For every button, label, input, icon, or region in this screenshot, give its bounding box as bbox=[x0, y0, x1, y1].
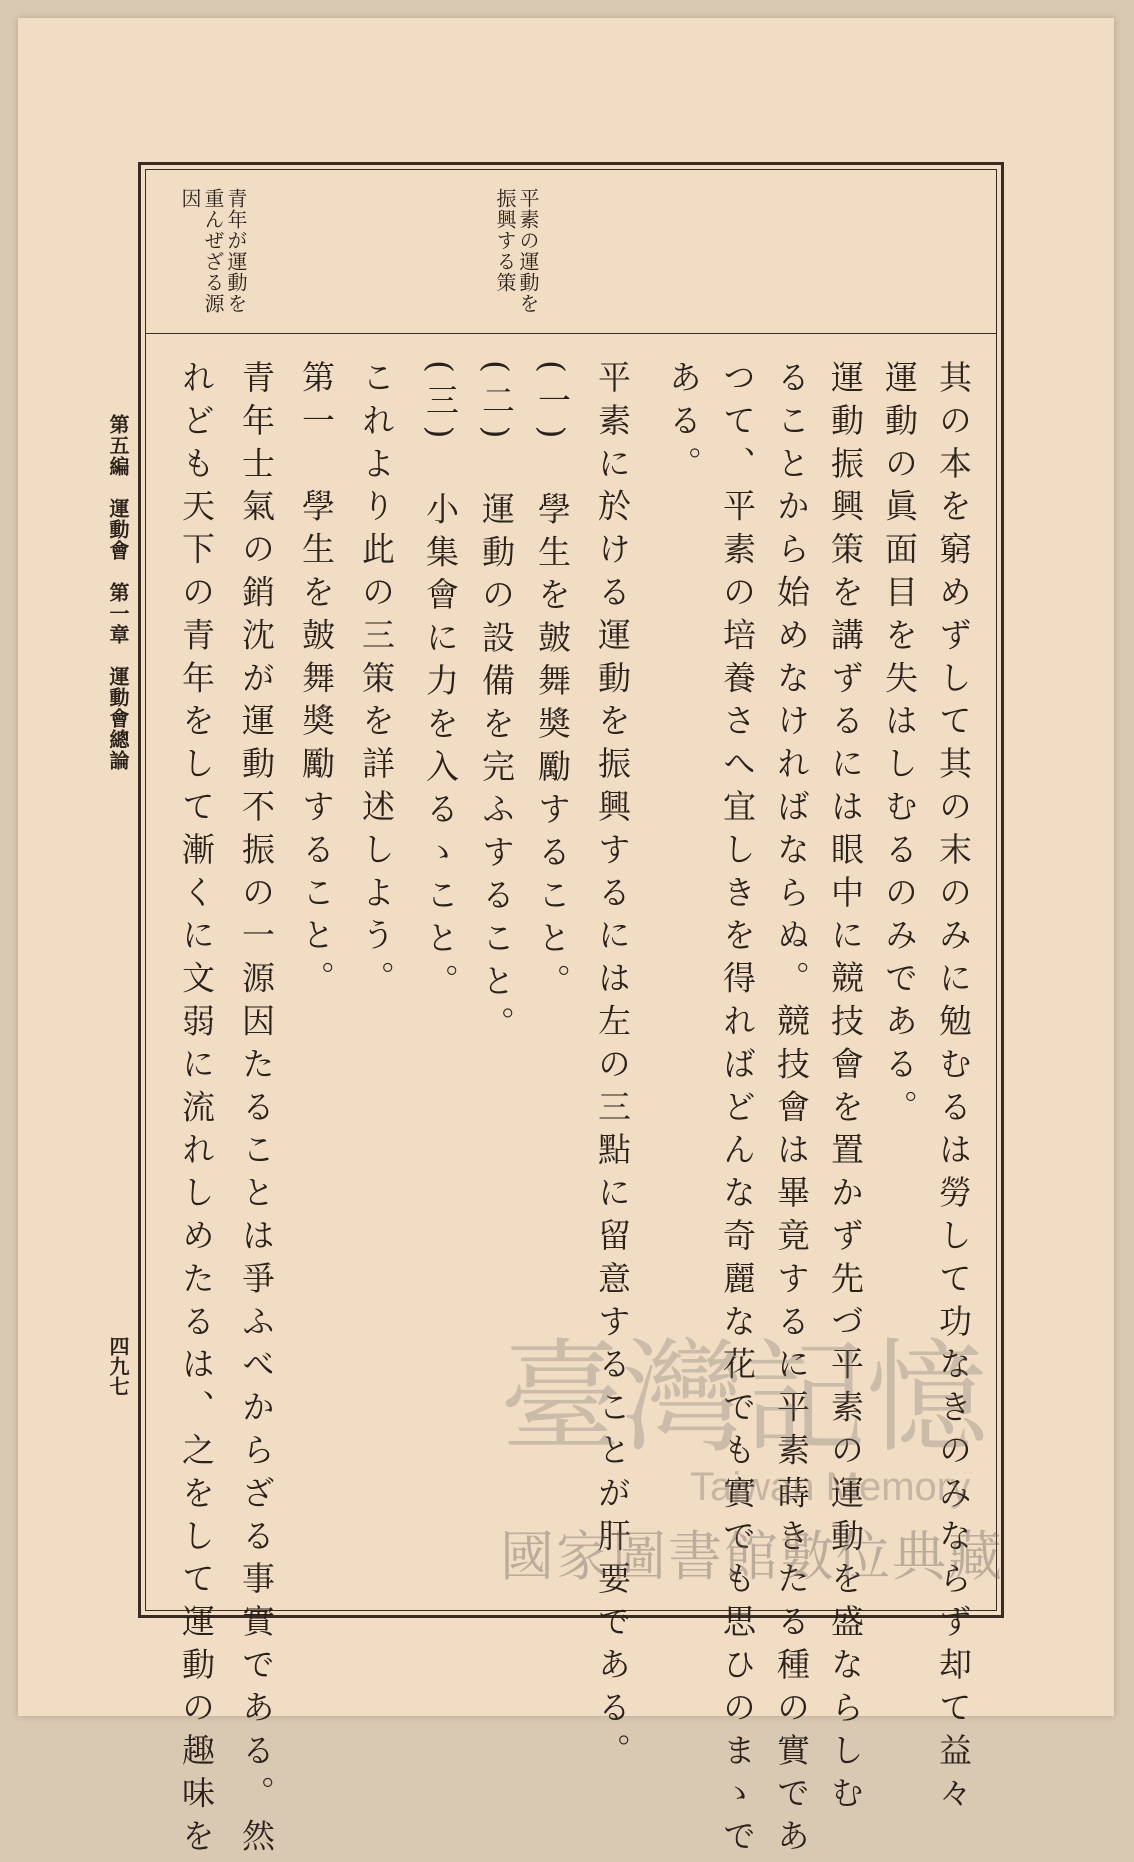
margin-note-1-line-2: 重んぜざる源 bbox=[201, 188, 225, 314]
body-line-5: つて、平素の培養さへ宜しきを得ればどんな奇麗な花でも實でも思ひのまゝで bbox=[718, 360, 757, 1862]
body-line-14: れども天下の青年をして漸くに文弱に流れしめたるは、之をして運動の趣味を bbox=[177, 360, 216, 1862]
body-line-3: 運動振興策を講ずるには眼中に競技會を置かず先づ平素の運動を盛ならしむ bbox=[826, 360, 865, 1819]
margin-note-1-line-1: 青年が運動を bbox=[224, 188, 248, 314]
body-line-13: 青年士氣の銷沈が運動不振の一源因たることは爭ふべからざる事實である。然 bbox=[237, 360, 276, 1862]
body-line-10: (三) 小集會に力を入るゝこと。 bbox=[421, 360, 460, 1007]
watermark-english: Taiwan Memory bbox=[690, 1465, 971, 1509]
body-line-8: (一) 學生を皷舞奬勵すること。 bbox=[533, 360, 572, 1007]
body-line-4: ることから始めなければならぬ。競技會は畢竟するに平素蒔きたる種の實であ bbox=[772, 360, 811, 1862]
headnote-divider bbox=[145, 333, 997, 334]
margin-note-1-line-3: 因 bbox=[178, 188, 202, 209]
body-line-12: 第一 學生を皷舞奬勵すること。 bbox=[297, 360, 336, 1004]
margin-note-2-line-1: 平素の運動を bbox=[516, 188, 540, 314]
body-line-9: (二) 運動の設備を完ふすること。 bbox=[477, 360, 516, 1050]
watermark-chinese: 臺灣記憶 bbox=[500, 1327, 988, 1469]
running-head: 第五編 運動會 第一章 運動會總論 bbox=[106, 414, 130, 771]
body-line-2: 運動の眞面目を失はしむるのみである。 bbox=[880, 360, 919, 1133]
body-line-6: ある。 bbox=[664, 360, 703, 489]
watermark-institution: 國家圖書館數位典藏 bbox=[500, 1525, 1004, 1588]
margin-note-2 bbox=[495, 188, 538, 314]
body-line-7: 平素に於ける運動を振興するには左の三點に留意することが肝要である。 bbox=[593, 360, 632, 1776]
margin-note-2-line-2: 振興する策 bbox=[493, 188, 517, 293]
margin-note-1 bbox=[180, 188, 246, 314]
body-line-11: これより此の三策を詳述しよう。 bbox=[357, 360, 396, 1004]
body-line-1: 其の本を窮めずして其の末のみに勉むるは勞して功なきのみならず却て益々 bbox=[934, 360, 973, 1819]
page-number: 四九七 bbox=[106, 1336, 130, 1396]
